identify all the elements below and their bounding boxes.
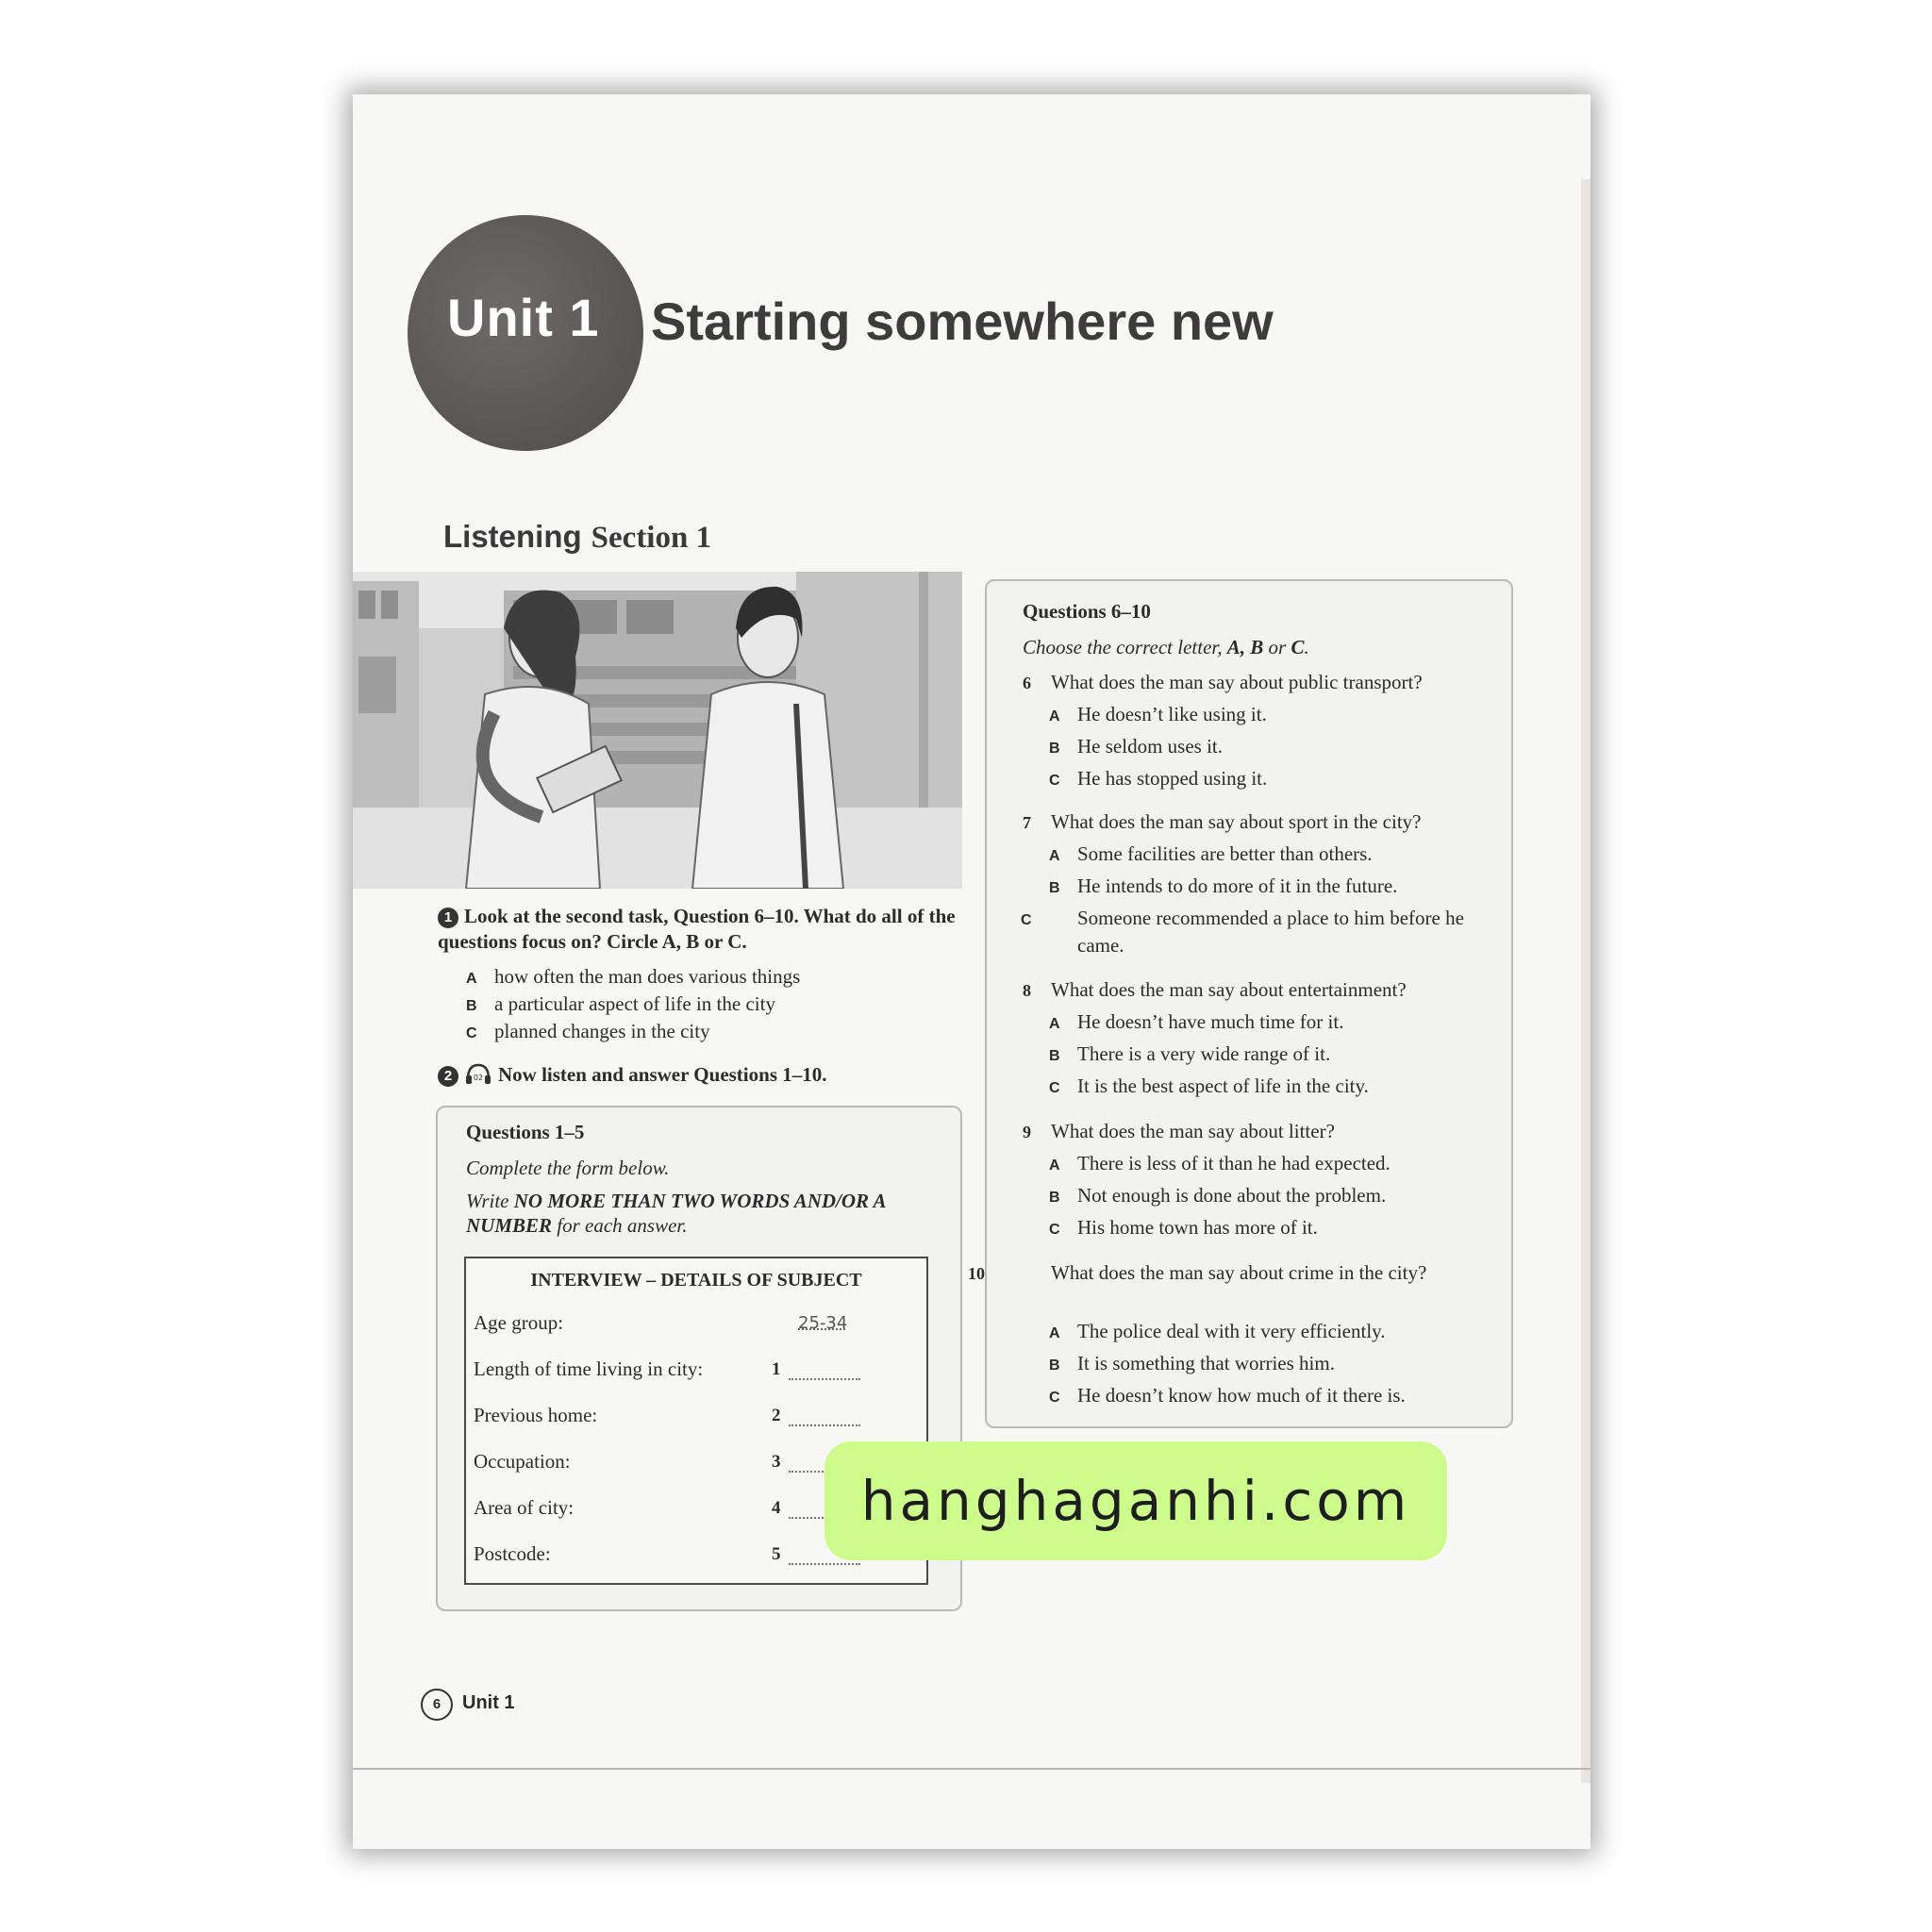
question-10-option-b[interactable]: B It is something that worries him.: [1049, 1352, 1335, 1374]
questions-1-5-word-limit: Write NO MORE THAN TWO WORDS AND/OR A NUMBER for each answer.: [466, 1190, 886, 1237]
question-7-option-c[interactable]: C Someone recommended a place to him before he came.: [1021, 907, 1464, 957]
task-1-option-c[interactable]: C planned changes in the city: [466, 1020, 710, 1042]
question-8-option-a[interactable]: A He doesn’t have much time for it.: [1049, 1010, 1344, 1033]
footer-unit-label: Unit 1: [462, 1692, 515, 1713]
page-edge: [1581, 179, 1591, 1783]
page-number: 6: [421, 1689, 453, 1721]
watermark-badge: hanghaganhi.com: [824, 1441, 1447, 1560]
unit-label: Unit 1: [447, 288, 600, 347]
question-9-option-c[interactable]: C His home town has more of it.: [1049, 1216, 1318, 1239]
form-answer-1[interactable]: [789, 1359, 860, 1380]
form-title: INTERVIEW – DETAILS OF SUBJECT: [530, 1270, 862, 1291]
question-7: 7 What does the man say about sport in the city?: [1023, 810, 1422, 833]
question-7-option-b[interactable]: B He intends to do more of it in the future.: [1049, 874, 1398, 897]
question-10-option-c[interactable]: C He doesn’t know how much of it there is.: [1049, 1384, 1406, 1407]
form-row-postcode: Postcode:: [474, 1542, 551, 1565]
form-number-5: 5: [772, 1544, 781, 1564]
task-1-options: [466, 964, 957, 1046]
task-2-text: Now listen and answer Questions 1–10.: [498, 1063, 827, 1086]
question-6-option-a[interactable]: A He doesn’t like using it.: [1049, 703, 1267, 725]
question-6: 6 What does the man say about public transport?: [1023, 671, 1423, 693]
question-6-option-c[interactable]: C He has stopped using it.: [1049, 767, 1268, 790]
task-2-number: 2: [438, 1066, 458, 1087]
question-7-option-a[interactable]: A Some facilities are better than others.: [1049, 842, 1373, 865]
section-heading: [443, 519, 711, 556]
task-1-option-b[interactable]: B a particular aspect of life in the city: [466, 992, 775, 1015]
form-row-area: Area of city:: [474, 1496, 575, 1519]
form-row-previous-home: Previous home:: [474, 1404, 598, 1426]
task-1-text: Look at the second task, Question 6–10. What do all of the questions focus on? Circle A, B or C.: [438, 905, 956, 953]
track-number: 02: [473, 1074, 484, 1082]
form-answer-age-group: 25-34: [798, 1313, 848, 1333]
form-number-4: 4: [772, 1498, 781, 1518]
form-number-3: 3: [772, 1452, 781, 1472]
question-10-option-a[interactable]: A The police deal with it very efficiently.: [1049, 1320, 1386, 1342]
questions-1-5-instruction: Complete the form below.: [466, 1157, 670, 1179]
question-6-option-b[interactable]: B He seldom uses it.: [1049, 735, 1223, 758]
book-page: [353, 94, 1591, 1849]
question-8: 8 What does the man say about entertainment?: [1023, 978, 1407, 1001]
form-row-length: Length of time living in city:: [474, 1357, 704, 1380]
headphones-icon: [464, 1062, 492, 1091]
question-10: 10 What does the man say about crime in the city?: [968, 1261, 1427, 1284]
questions-6-10-box: [968, 579, 1513, 1428]
form-number-1: 1: [772, 1359, 781, 1379]
questions-1-5-title: Questions 1–5: [466, 1121, 585, 1143]
question-8-option-c[interactable]: C It is the best aspect of life in the city.: [1049, 1074, 1369, 1097]
task-1-option-a[interactable]: A how often the man does various things: [466, 965, 801, 988]
questions-6-10-instruction: Choose the correct letter, A, B or C.: [1023, 636, 1309, 658]
section-subheading: Section 1: [591, 521, 712, 555]
task-1-number: 1: [438, 908, 458, 928]
illustration-interview: [353, 572, 962, 889]
section-heading-label: Listening: [443, 519, 582, 554]
form-row-age-group: Age group:: [474, 1311, 564, 1334]
question-9-option-b[interactable]: B Not enough is done about the problem.: [1049, 1184, 1387, 1207]
form-number-2: 2: [772, 1406, 781, 1425]
unit-title: Starting somewhere new: [651, 291, 1274, 351]
task-2: [438, 1062, 966, 1091]
questions-6-10-title: Questions 6–10: [1023, 600, 1151, 623]
task-1: [438, 904, 966, 955]
form-answer-2[interactable]: [789, 1406, 860, 1426]
question-9-option-a[interactable]: A There is less of it than he had expected.: [1049, 1152, 1391, 1174]
page-divider: [353, 1768, 1591, 1770]
question-8-option-b[interactable]: B There is a very wide range of it.: [1049, 1042, 1331, 1065]
form-row-occupation: Occupation:: [474, 1450, 571, 1473]
question-9: 9 What does the man say about litter?: [1023, 1120, 1335, 1142]
